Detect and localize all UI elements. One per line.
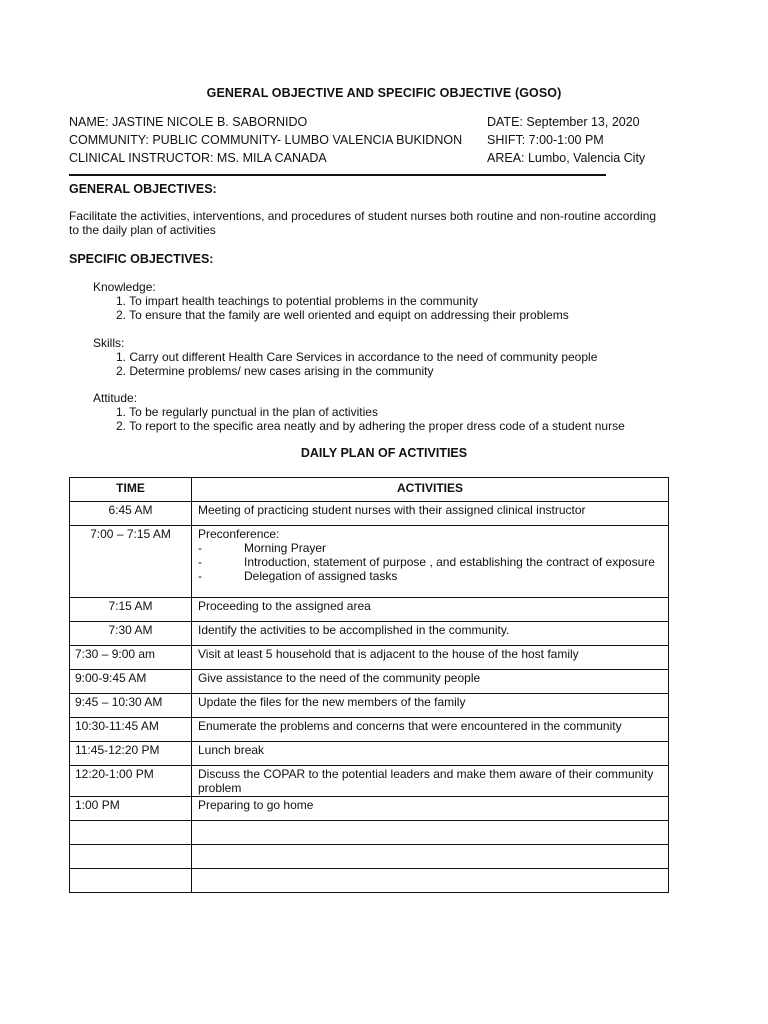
knowledge-item: 1. To impart health teachings to potential problems in the community [116, 294, 478, 308]
activity-cell: Proceeding to the assigned area [192, 598, 669, 622]
table-row [70, 622, 669, 646]
time-cell: 6:45 AM [70, 502, 192, 526]
time-cell: 7:00 – 7:15 AM [70, 526, 192, 598]
header-divider [69, 174, 606, 176]
time-cell: 9:45 – 10:30 AM [70, 694, 192, 718]
table-row [70, 670, 669, 694]
subitem-text: Delegation of assigned tasks [244, 569, 398, 583]
activity-cell: Discuss the COPAR to the potential leaders and make them aware of their community problem [192, 766, 669, 797]
activity-cell: Give assistance to the need of the community people [192, 670, 669, 694]
table-row [70, 646, 669, 670]
time-cell: 7:15 AM [70, 598, 192, 622]
empty-table-row [70, 821, 669, 845]
daily-plan-title: DAILY PLAN OF ACTIVITIES [300, 446, 468, 460]
preconference-subitem [198, 555, 662, 569]
activities-column-header: ACTIVITIES [192, 478, 669, 502]
attitude-item: 2. To report to the specific area neatly and by adhering the proper dress code of a student nurse [116, 419, 625, 433]
empty-cell [192, 869, 669, 893]
time-cell: 12:20-1:00 PM [70, 766, 192, 797]
name-field: NAME: JASTINE NICOLE B. SABORNIDO [69, 115, 308, 129]
skills-label: Skills: [93, 336, 125, 350]
dash-bullet: - [198, 569, 202, 583]
time-cell: 7:30 – 9:00 am [70, 646, 192, 670]
activity-cell: Identify the activities to be accomplished in the community. [192, 622, 669, 646]
shift-field: SHIFT: 7:00-1:00 PM [487, 133, 604, 147]
skills-item: 1. Carry out different Health Care Services in accordance to the need of community people [116, 350, 598, 364]
preconference-label: Preconference: [198, 527, 280, 541]
daily-plan-table [69, 477, 669, 893]
time-cell: 10:30-11:45 AM [70, 718, 192, 742]
activity-cell [192, 526, 669, 598]
table-row [70, 742, 669, 766]
area-field: AREA: Lumbo, Valencia City [487, 151, 646, 165]
general-objectives-heading: GENERAL OBJECTIVES: [69, 182, 217, 196]
empty-table-row [70, 869, 669, 893]
table-row [70, 502, 669, 526]
dash-bullet: - [198, 555, 202, 569]
activity-cell: Visit at least 5 household that is adjacent to the house of the host family [192, 646, 669, 670]
activity-cell: Enumerate the problems and concerns that were encountered in the community [192, 718, 669, 742]
table-row [70, 694, 669, 718]
time-cell: 7:30 AM [70, 622, 192, 646]
date-field: DATE: September 13, 2020 [487, 115, 640, 129]
activity-cell: Meeting of practicing student nurses with their assigned clinical instructor [192, 502, 669, 526]
empty-cell [70, 869, 192, 893]
table-row [70, 526, 669, 598]
table-header-row [70, 478, 669, 502]
page-title: GENERAL OBJECTIVE AND SPECIFIC OBJECTIVE (GOSO) [206, 86, 562, 100]
preconference-subitem [198, 569, 662, 583]
clinical-instructor-field: CLINICAL INSTRUCTOR: MS. MILA CANADA [69, 151, 327, 165]
table-row [70, 766, 669, 797]
activity-cell: Update the files for the new members of the family [192, 694, 669, 718]
activity-cell: Lunch break [192, 742, 669, 766]
dash-bullet: - [198, 541, 202, 555]
empty-cell [70, 821, 192, 845]
time-cell: 1:00 PM [70, 797, 192, 821]
attitude-label: Attitude: [93, 391, 138, 405]
preconference-subitem [198, 541, 662, 555]
empty-cell [70, 845, 192, 869]
table-row [70, 797, 669, 821]
time-column-header: TIME [70, 478, 192, 502]
time-cell: 11:45-12:20 PM [70, 742, 192, 766]
time-cell: 9:00-9:45 AM [70, 670, 192, 694]
table-row [70, 718, 669, 742]
skills-item: 2. Determine problems/ new cases arising in the community [116, 364, 434, 378]
community-field: COMMUNITY: PUBLIC COMMUNITY- LUMBO VALENCIA BUKIDNON [69, 133, 463, 147]
subitem-text: Morning Prayer [244, 541, 327, 555]
subitem-text: Introduction, statement of purpose , and establishing the contract of exposure [244, 555, 655, 569]
empty-table-row [70, 845, 669, 869]
empty-cell [192, 821, 669, 845]
knowledge-item: 2. To ensure that the family are well oriented and equipt on addressing their problems [116, 308, 569, 322]
knowledge-label: Knowledge: [93, 280, 156, 294]
specific-objectives-heading: SPECIFIC OBJECTIVES: [69, 252, 214, 266]
empty-cell [192, 845, 669, 869]
general-objectives-text: Facilitate the activities, interventions, and procedures of student nurses both routine and non-routine according to the daily plan of activities [69, 209, 657, 237]
table-row [70, 598, 669, 622]
activity-cell: Preparing to go home [192, 797, 669, 821]
attitude-item: 1. To be regularly punctual in the plan of activities [116, 405, 378, 419]
